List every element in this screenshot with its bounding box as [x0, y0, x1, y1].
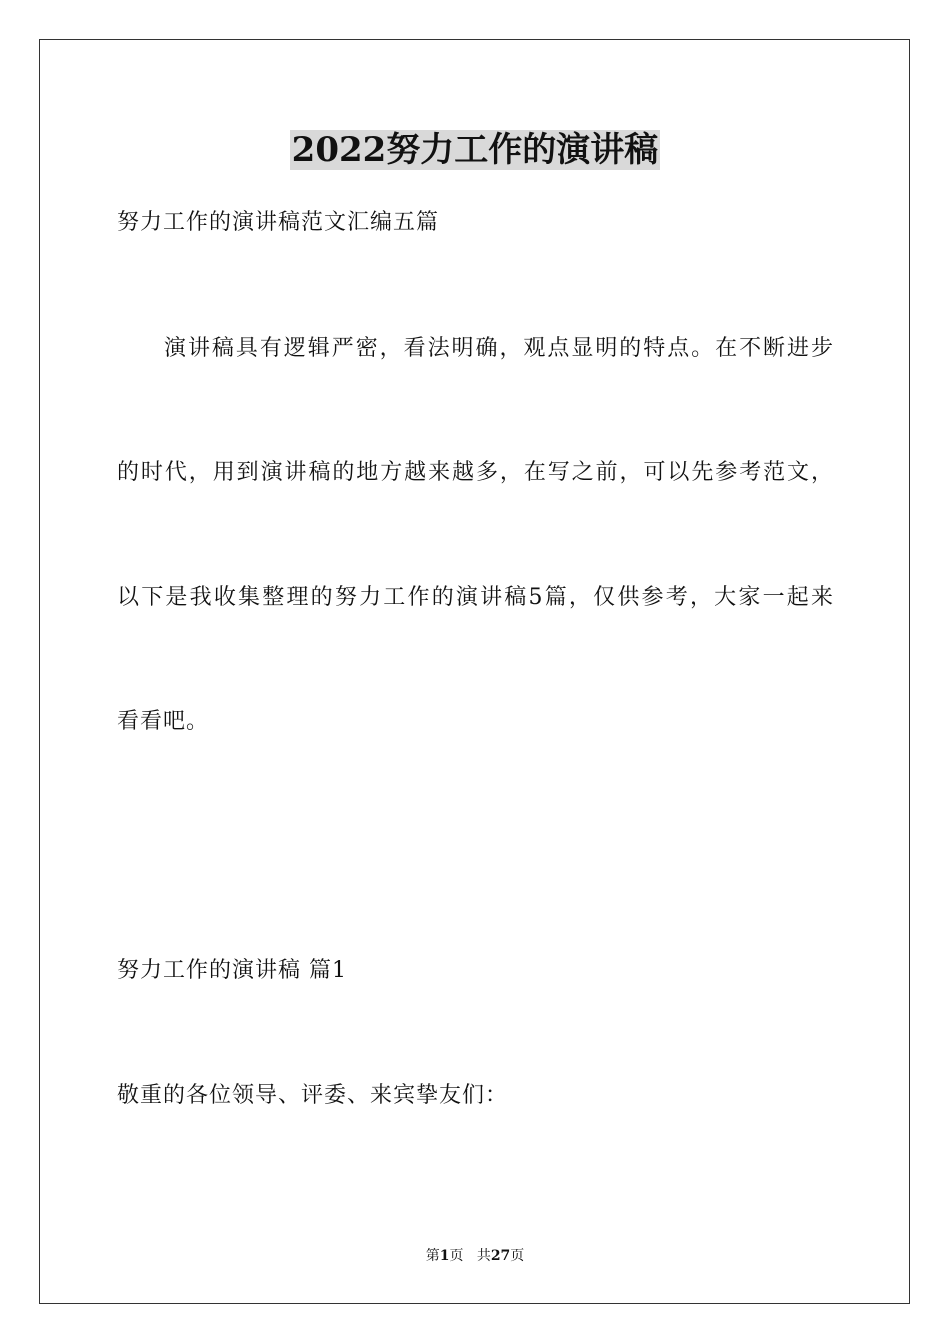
- footer-total-pages: 27: [490, 1248, 511, 1264]
- footer-total-suffix: 页: [510, 1248, 525, 1264]
- paragraph-line-1: 演讲稿具有逻辑严密，看法明确，观点显明的特点。在不断进步: [164, 336, 833, 361]
- paragraph-line-4: 看看吧。: [117, 709, 210, 734]
- document-subtitle: 努力工作的演讲稿范文汇编五篇: [117, 210, 440, 235]
- paragraph-line-3: 以下是我收集整理的努力工作的演讲稿5篇，仅供参考，大家一起来: [117, 585, 833, 610]
- footer-total-prefix: 共: [476, 1248, 491, 1264]
- document-title-text: 2022努力工作的演讲稿: [291, 130, 659, 170]
- section-heading: 努力工作的演讲稿 篇1: [117, 958, 347, 983]
- footer-page-number: 1: [439, 1248, 450, 1264]
- footer-page-suffix: 页: [449, 1248, 464, 1264]
- salutation: 敬重的各位领导、评委、来宾挚友们：: [117, 1083, 509, 1108]
- page-footer: [0, 1246, 950, 1266]
- document-title: [0, 126, 950, 174]
- footer-page-prefix: 第: [425, 1248, 440, 1264]
- paragraph-line-2: 的时代，用到演讲稿的地方越来越多，在写之前，可以先参考范文，: [117, 460, 833, 485]
